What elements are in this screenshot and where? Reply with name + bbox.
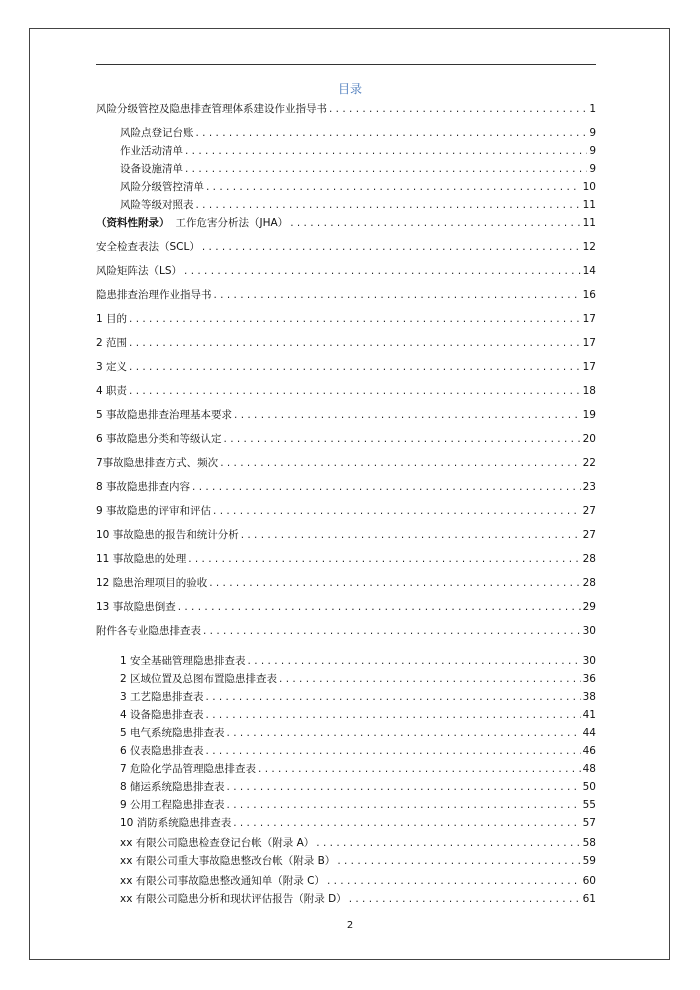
dot-leader <box>227 798 581 812</box>
toc-entry[interactable] <box>96 406 596 422</box>
toc-entry[interactable] <box>96 550 596 566</box>
toc-entry[interactable] <box>120 706 596 722</box>
dot-leader <box>185 144 587 158</box>
toc-entry[interactable] <box>96 286 596 302</box>
toc-entry-page: 61 <box>582 893 596 905</box>
toc-entry-text: 10 事故隐患的报告和统计分析 <box>96 529 239 541</box>
toc-entry[interactable] <box>120 778 596 794</box>
dot-leader <box>279 672 581 686</box>
toc-entry-page: 9 <box>589 145 596 157</box>
toc-entry-text: 安全检查表法（SCL） <box>96 241 200 253</box>
toc-entry-page: 28 <box>582 553 596 565</box>
dot-leader <box>129 336 581 350</box>
dot-leader <box>227 780 581 794</box>
toc-entry-text: 隐患排查治理作业指导书 <box>96 289 212 301</box>
toc-entry[interactable] <box>120 142 596 158</box>
toc-entry-text: 1 安全基础管理隐患排查表 <box>120 655 246 667</box>
toc-entry-label <box>120 672 277 686</box>
toc-entry-label <box>120 162 183 176</box>
toc-entry-label <box>96 264 182 278</box>
toc-entry-label <box>120 836 314 850</box>
toc-entry-text: 风险等级对照表 <box>120 199 194 211</box>
toc-entry-page: 11 <box>582 199 596 211</box>
toc-entry-text: 4 设备隐患排查表 <box>120 709 204 721</box>
toc-entry-text: xx 有限公司重大事故隐患整改台帐（附录 B） <box>120 855 336 867</box>
dot-leader <box>129 312 581 326</box>
dot-leader <box>192 480 581 494</box>
toc-entry-text: 7事故隐患排查方式、频次 <box>96 457 219 469</box>
toc-entry-text: 工作危害分析法（JHA） <box>175 217 289 229</box>
toc-entry-page: 18 <box>582 385 596 397</box>
toc-entry-label <box>120 690 204 704</box>
toc-entry[interactable] <box>96 238 596 254</box>
toc-entry-label <box>96 432 222 446</box>
toc-entry-text: 3 定义 <box>96 361 128 373</box>
toc-entry-text: 11 事故隐患的处理 <box>96 553 187 565</box>
toc-entry[interactable] <box>96 310 596 326</box>
toc-entry[interactable] <box>120 742 596 758</box>
dot-leader <box>209 576 580 590</box>
toc-entry[interactable] <box>96 100 596 116</box>
toc-entry-page: 55 <box>582 799 596 811</box>
toc-entry-page: 17 <box>582 313 596 325</box>
toc-entry-label <box>120 126 194 140</box>
toc-entry-label <box>96 528 239 542</box>
dot-leader <box>206 180 581 194</box>
toc-entry-label <box>120 816 231 830</box>
toc-entry[interactable] <box>96 622 596 638</box>
toc-entry-label <box>96 576 207 590</box>
toc-entry-page: 16 <box>582 289 596 301</box>
toc-entry-label <box>96 216 288 230</box>
dot-leader <box>129 384 581 398</box>
toc-entry-text: 9 公用工程隐患排查表 <box>120 799 225 811</box>
toc-entry-page: 46 <box>582 745 596 757</box>
toc-entry-text: 10 消防系统隐患排查表 <box>120 817 232 829</box>
dot-leader <box>248 654 581 668</box>
toc-entry-text: 风险分级管控清单 <box>120 181 204 193</box>
toc-entry-label <box>120 726 225 740</box>
toc-entry[interactable] <box>96 502 596 518</box>
toc-entry[interactable] <box>120 796 596 812</box>
toc-entry[interactable] <box>96 526 596 542</box>
dot-leader <box>258 762 581 776</box>
toc-entry[interactable] <box>120 124 596 140</box>
toc-entry-label <box>120 654 246 668</box>
toc-entry[interactable] <box>96 382 596 398</box>
toc-entry-label <box>120 892 347 906</box>
toc-title: 目录 <box>337 82 362 96</box>
dot-leader <box>290 216 580 230</box>
toc-entry-prefix: （资料性附录） <box>96 217 170 229</box>
toc-entry-text: 附件各专业隐患排查表 <box>96 625 201 637</box>
toc-entry-label <box>96 102 327 116</box>
dot-leader <box>241 528 581 542</box>
toc-entry[interactable] <box>96 598 596 614</box>
toc-entry[interactable] <box>96 358 596 374</box>
toc-entry-label <box>96 336 127 350</box>
dot-leader <box>203 624 581 638</box>
toc-entry-label <box>120 874 325 888</box>
toc-entry-page: 44 <box>582 727 596 739</box>
dot-leader <box>178 600 581 614</box>
toc-entry-text: xx 有限公司隐患检查登记台帐（附录 A） <box>120 837 315 849</box>
dot-leader <box>233 816 580 830</box>
toc-entry-label <box>96 624 201 638</box>
dot-leader <box>188 552 580 566</box>
toc-entry[interactable] <box>120 834 596 850</box>
toc-entry[interactable] <box>120 872 596 888</box>
toc-entry-text: 设备设施清单 <box>120 163 183 175</box>
toc-entry-page: 50 <box>582 781 596 793</box>
toc-entry-page: 30 <box>582 625 596 637</box>
toc-entry-text: 风险分级管控及隐患排查管理体系建设作业指导书 <box>96 103 327 115</box>
toc-entry-label <box>120 144 183 158</box>
dot-leader <box>329 102 587 116</box>
dot-leader <box>337 854 580 868</box>
dot-leader <box>316 836 580 850</box>
toc-entry-page: 9 <box>589 127 596 139</box>
toc-entry-page: 9 <box>589 163 596 175</box>
toc-entry-page: 41 <box>582 709 596 721</box>
toc-entry-label <box>96 384 127 398</box>
toc-entry-page: 60 <box>582 875 596 887</box>
toc-entry-page: 11 <box>582 217 596 229</box>
toc-entry-text: 13 事故隐患倒查 <box>96 601 176 613</box>
toc-entry-text: 风险矩阵法（LS） <box>96 265 183 277</box>
toc-entry[interactable] <box>96 574 596 590</box>
toc-entry-page: 19 <box>582 409 596 421</box>
toc-entry-page: 29 <box>582 601 596 613</box>
toc-entry[interactable] <box>120 724 596 740</box>
toc-entry-page: 17 <box>582 361 596 373</box>
toc-entry-page: 20 <box>582 433 596 445</box>
toc-entry[interactable] <box>96 430 596 446</box>
toc-entry-label <box>96 456 218 470</box>
toc-entry-text: 5 事故隐患排查治理基本要求 <box>96 409 233 421</box>
toc-entry-label <box>120 780 225 794</box>
toc-entry-page: 12 <box>582 241 596 253</box>
toc-entry-page: 48 <box>582 763 596 775</box>
dot-leader <box>129 360 581 374</box>
toc-entry-label <box>96 288 212 302</box>
toc-entry-page: 27 <box>582 505 596 517</box>
dot-leader <box>220 456 580 470</box>
toc-entry-label <box>120 744 204 758</box>
toc-entry[interactable] <box>120 890 596 906</box>
toc-entry[interactable] <box>120 196 596 212</box>
toc-entry[interactable] <box>96 454 596 470</box>
toc-entry-text: 风险点登记台账 <box>120 127 194 139</box>
toc-entry-text: 1 目的 <box>96 313 128 325</box>
toc-entry-page: 17 <box>582 337 596 349</box>
toc-entry-label <box>96 504 211 518</box>
toc-entry-text: 9 事故隐患的评审和评估 <box>96 505 212 517</box>
toc-entry-label <box>96 480 190 494</box>
toc-entry-label <box>96 360 127 374</box>
toc-entry-text: 6 仪表隐患排查表 <box>120 745 204 757</box>
toc-entry-text: 4 职责 <box>96 385 128 397</box>
toc-entry-text: xx 有限公司事故隐患整改通知单（附录 C） <box>120 875 325 887</box>
toc-entry-page: 59 <box>582 855 596 867</box>
toc-entry-text: 6 事故隐患分类和等级认定 <box>96 433 222 445</box>
dot-leader <box>213 504 581 518</box>
dot-leader <box>206 744 581 758</box>
toc-entry-label <box>120 180 204 194</box>
toc-entry[interactable] <box>96 478 596 494</box>
toc-entry-label <box>120 798 225 812</box>
toc-entry-text: 12 隐患治理项目的验收 <box>96 577 208 589</box>
dot-leader <box>206 690 581 704</box>
toc-entry-text: 8 事故隐患排查内容 <box>96 481 191 493</box>
toc-entry-page: 58 <box>582 837 596 849</box>
toc-entry[interactable] <box>96 334 596 350</box>
dot-leader <box>327 874 581 888</box>
toc-entry-label <box>96 312 127 326</box>
toc-entry-page: 23 <box>582 481 596 493</box>
toc-entry-text: 3 工艺隐患排查表 <box>120 691 204 703</box>
toc-entry-label <box>96 600 176 614</box>
toc-entry-page: 14 <box>582 265 596 277</box>
toc-entry-text: 5 电气系统隐患排查表 <box>120 727 225 739</box>
toc-entry-label <box>96 552 186 566</box>
dot-leader <box>206 708 581 722</box>
toc-entry-page: 27 <box>582 529 596 541</box>
toc-entry-page: 22 <box>582 457 596 469</box>
toc-entry[interactable] <box>120 178 596 194</box>
toc-entry[interactable] <box>120 814 596 830</box>
toc-entry[interactable] <box>120 160 596 176</box>
toc-entry[interactable] <box>120 760 596 776</box>
dot-leader <box>234 408 581 422</box>
header-rule <box>96 64 596 65</box>
toc-entry-page: 28 <box>582 577 596 589</box>
dot-leader <box>227 726 581 740</box>
toc-entry[interactable] <box>120 670 596 686</box>
dot-leader <box>185 162 587 176</box>
toc-entry-label <box>96 408 232 422</box>
dot-leader <box>349 892 581 906</box>
dot-leader <box>196 126 588 140</box>
toc-entry-page: 38 <box>582 691 596 703</box>
toc-entry[interactable] <box>120 688 596 704</box>
toc-entry-label <box>96 240 200 254</box>
dot-leader <box>214 288 581 302</box>
dot-leader <box>202 240 581 254</box>
toc-entry-label <box>120 708 204 722</box>
toc-entry-label <box>120 762 256 776</box>
toc-entry-label <box>120 198 194 212</box>
toc-entry[interactable] <box>120 652 596 668</box>
toc-entry-page: 1 <box>589 103 596 115</box>
toc-entry-page: 30 <box>582 655 596 667</box>
toc-entry-text: 2 区域位置及总图布置隐患排查表 <box>120 673 278 685</box>
toc-entry-text: xx 有限公司隐患分析和现状评估报告（附录 D） <box>120 893 347 905</box>
dot-leader <box>184 264 581 278</box>
toc-entry-text: 2 范围 <box>96 337 128 349</box>
toc-entry-text: 7 危险化学品管理隐患排查表 <box>120 763 257 775</box>
dot-leader <box>224 432 581 446</box>
toc-entry[interactable] <box>96 262 596 278</box>
toc-entry-text: 8 储运系统隐患排查表 <box>120 781 225 793</box>
toc-entry-page: 10 <box>582 181 596 193</box>
dot-leader <box>196 198 581 212</box>
page-number: 2 <box>346 920 354 931</box>
toc-entry-text: 作业活动清单 <box>120 145 183 157</box>
toc-entry-label <box>120 854 335 868</box>
toc-entry[interactable] <box>120 852 596 868</box>
toc-entry-page: 36 <box>582 673 596 685</box>
toc-entry-page: 57 <box>582 817 596 829</box>
toc-entry[interactable] <box>96 214 596 230</box>
